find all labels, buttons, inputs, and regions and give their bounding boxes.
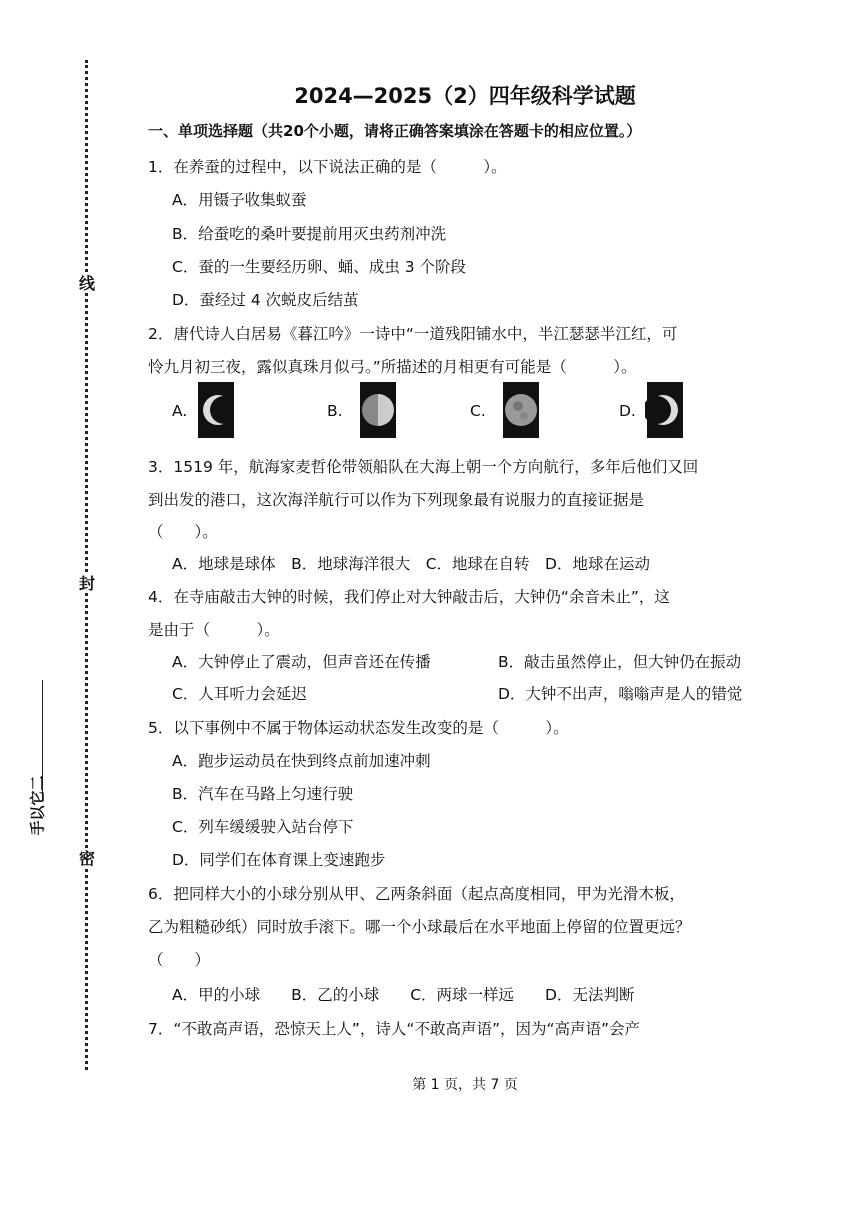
binding-char-secret: 密 xyxy=(78,849,95,868)
q2-option-b-label: B. xyxy=(327,402,343,420)
crescent-right-moon-icon xyxy=(645,382,685,438)
q2-option-c-label: C. xyxy=(470,402,486,420)
q1-option-a: A．用镊子收集蚁蚕 xyxy=(172,191,307,209)
page-footer: 第 1 页，共 7 页 xyxy=(412,1077,518,1093)
crescent-left-moon-icon xyxy=(198,382,234,438)
question-2-line1: 2．唐代诗人白居易《暮江吟》一诗中“一道残阳铺水中，半江瑟瑟半江红，可 xyxy=(148,325,678,343)
question-4-line2: 是由于（ ）。 xyxy=(148,621,280,639)
q3-options: A．地球是球体 B．地球海洋很大 C．地球在自转 D．地球在运动 xyxy=(172,555,650,573)
q4-option-a: A．大钟停止了震动，但声音还在传播 xyxy=(172,653,431,671)
gibbous-moon-icon xyxy=(496,382,546,438)
q1-option-d: D．蚕经过 4 次蜕皮后结茧 xyxy=(172,291,359,309)
q5-option-d: D．同学们在体育课上变速跑步 xyxy=(172,851,386,869)
q2-moon-options xyxy=(172,382,712,442)
q1-option-c: C．蚕的一生要经历卵、蛹、成虫 3 个阶段 xyxy=(172,258,467,276)
q2-option-a-label: A. xyxy=(172,402,188,420)
question-5: 5．以下事例中不属于物体运动状态发生改变的是（ ）。 xyxy=(148,719,569,737)
q4-option-b: B．敲击虽然停止，但大钟仍在振动 xyxy=(498,653,742,671)
question-2-line2: 怜九月初三夜，露似真珠月似弓。”所描述的月相更有可能是（ ）。 xyxy=(148,358,637,376)
binding-char-line: 线 xyxy=(78,274,95,293)
q2-option-d-label: D. xyxy=(619,402,636,420)
question-3-line2: 到出发的港口，这次海洋航行可以作为下列现象最有说服力的直接证据是 xyxy=(148,491,645,509)
section-heading: 一、单项选择题（共20个小题，请将正确答案填涂在答题卡的相应位置。） xyxy=(148,122,642,140)
binding-dotted-line xyxy=(85,60,88,1070)
q5-option-b: B．汽车在马路上匀速行驶 xyxy=(172,785,354,803)
q5-option-c: C．列车缓缓驶入站台停下 xyxy=(172,818,354,836)
q4-option-d: D．大钟不出声，嗡嗡声是人的错觉 xyxy=(498,685,743,703)
binding-char-seal: 封 xyxy=(78,574,95,593)
q1-option-b: B．给蚕吃的桑叶要提前用灭虫药剂冲洗 xyxy=(172,225,447,243)
question-6-line3: （ ） xyxy=(148,951,211,969)
question-3-line1: 3．1519 年，航海家麦哲伦带领船队在大海上朝一个方向航行，多年后他们又回 xyxy=(148,458,699,476)
exam-title: 2024—2025（2）四年级科学试题 xyxy=(294,84,636,108)
question-7: 7．“不敢高声语，恐惊天上人”，诗人“不敢高声语”，因为“高声语”会产 xyxy=(148,1020,641,1038)
question-6-line1: 6．把同样大小的小球分别从甲、乙两条斜面（起点高度相同，甲为光滑木板， xyxy=(148,885,685,903)
half-moon-icon xyxy=(353,382,403,438)
q4-option-c: C．人耳听力会延迟 xyxy=(172,685,307,703)
side-handwritten-label: 手以它二 xyxy=(28,775,47,836)
question-6-line2: 乙为粗糙砂纸）同时放手滚下。哪一个小球最后在水平地面上停留的位置更远？ xyxy=(148,918,691,936)
q5-option-a: A．跑步运动员在快到终点前加速冲刺 xyxy=(172,752,431,770)
question-1: 1．在养蚕的过程中，以下说法正确的是（ ）。 xyxy=(148,158,507,176)
question-3-line3: （ ）。 xyxy=(148,523,218,541)
q6-options: A．甲的小球 B．乙的小球 C．两球一样远 D．无法判断 xyxy=(172,986,635,1004)
question-4-line1: 4．在寺庙敲击大钟的时候，我们停止对大钟敲击后，大钟仍“余音未止”，这 xyxy=(148,588,670,606)
